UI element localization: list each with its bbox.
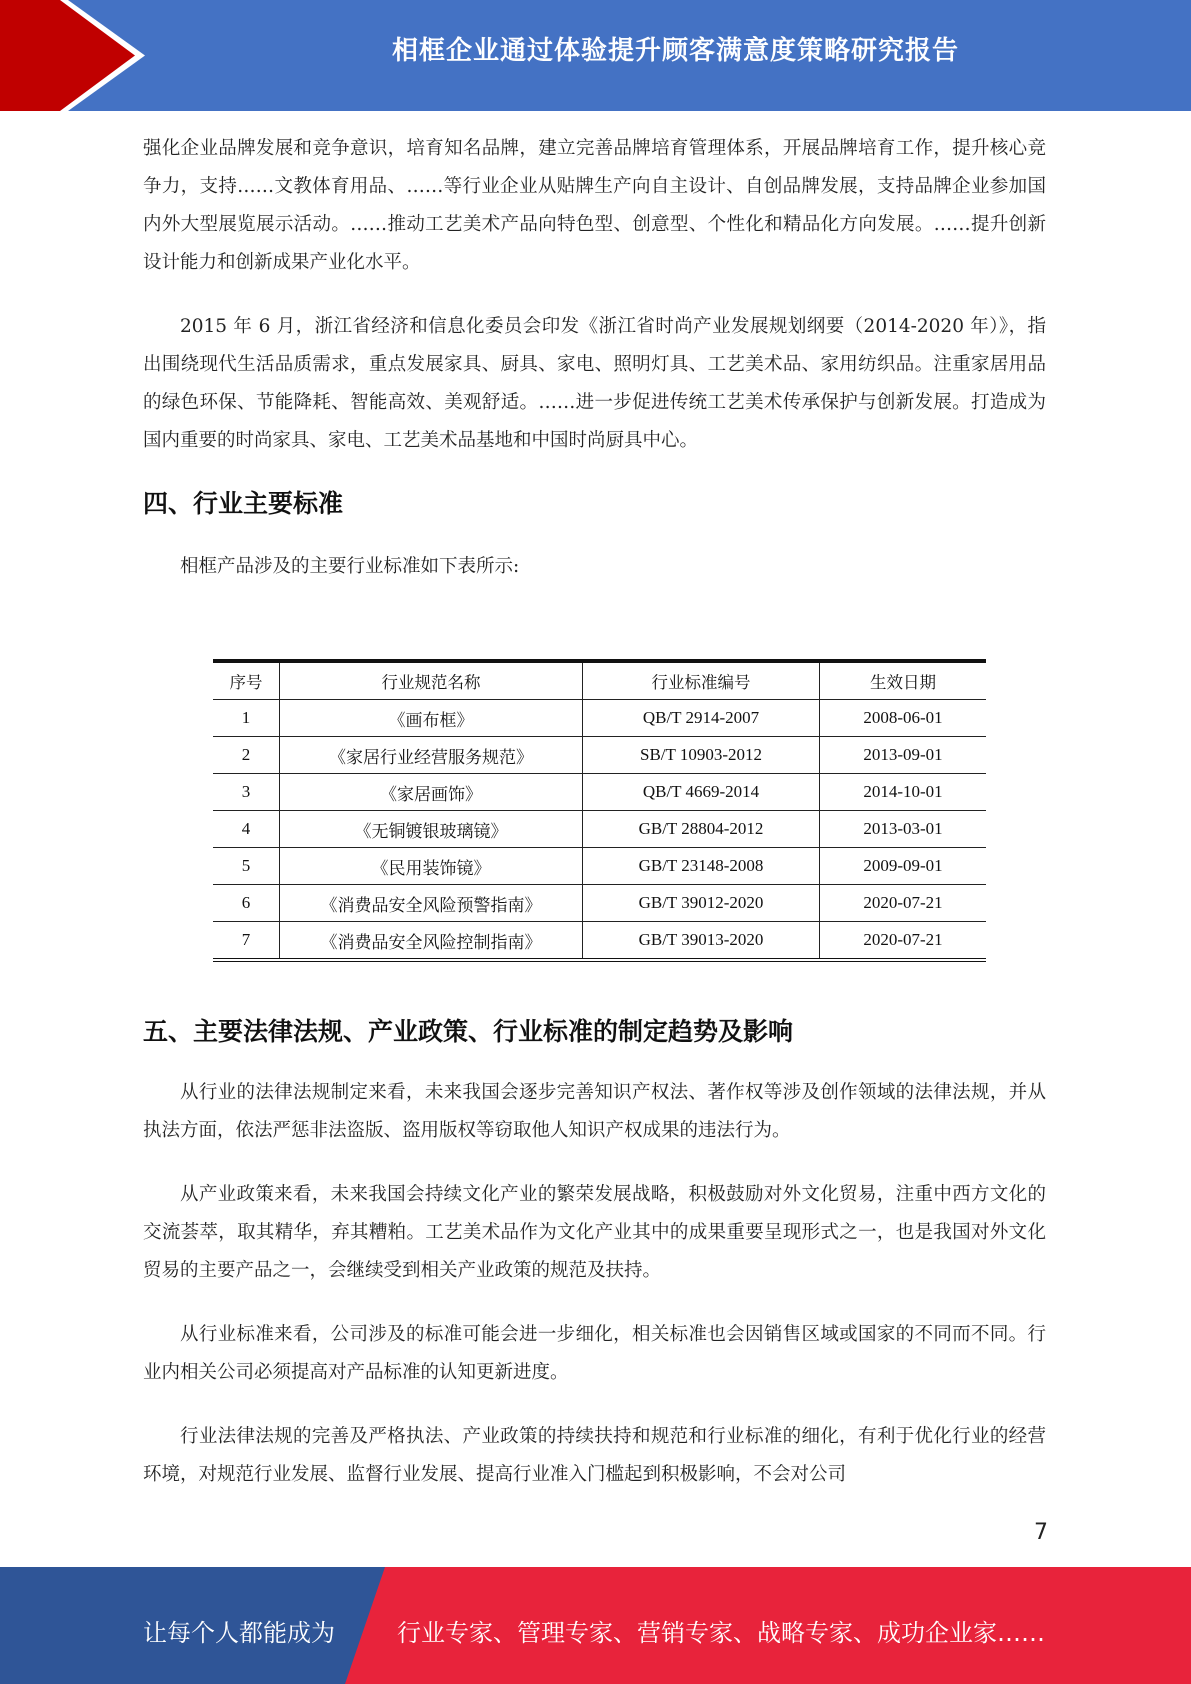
table-row	[213, 885, 986, 922]
cell-name: 《民用装饰镜》	[280, 848, 583, 885]
paragraph-laws: 从行业的法律法规制定来看，未来我国会逐步完善知识产权法、著作权等涉及创作领域的法律法规，并从执法方面，依法严惩非法盗版、盗用版权等窃取他人知识产权成果的违法行为。	[143, 1082, 1046, 1141]
table-row	[213, 811, 986, 848]
cell-name: 《消费品安全风险控制指南》	[280, 922, 583, 961]
table-row	[213, 700, 986, 737]
column-header-index: 序号	[213, 661, 280, 700]
column-header-date: 生效日期	[820, 661, 987, 700]
table-row	[213, 774, 986, 811]
table-row	[213, 848, 986, 885]
cell-code: GB/T 39013-2020	[583, 922, 820, 961]
page-footer	[0, 1567, 1191, 1684]
page-number: 7	[1034, 1520, 1048, 1545]
industry-standards-table	[213, 659, 986, 962]
cell-date: 2013-03-01	[820, 811, 987, 848]
cell-date: 2009-09-01	[820, 848, 987, 885]
footer-slogan-left: 让每个人都能成为	[143, 1619, 335, 1647]
cell-index: 2	[213, 737, 280, 774]
section-five	[143, 1012, 1046, 1494]
cell-date: 2008-06-01	[820, 700, 987, 737]
cell-date: 2020-07-21	[820, 885, 987, 922]
report-title: 相框企业通过体验提升顾客满意度策略研究报告	[391, 36, 959, 66]
page-content	[143, 130, 1046, 586]
cell-name: 《家居行业经营服务规范》	[280, 737, 583, 774]
cell-index: 6	[213, 885, 280, 922]
cell-date: 2020-07-21	[820, 922, 987, 961]
column-header-name: 行业规范名称	[280, 661, 583, 700]
paragraph-impact: 行业法律法规的完善及严格执法、产业政策的持续扶持和规范和行业标准的细化，有利于优化行业的经营环境，对规范行业发展、监督行业发展、提高行业准入门槛起到积极影响，不会对公司	[143, 1426, 1046, 1485]
cell-code: QB/T 2914-2007	[583, 700, 820, 737]
paragraph-standards: 从行业标准来看，公司涉及的标准可能会进一步细化，相关标准也会因销售区域或国家的不同而不同。行业内相关公司必须提高对产品标准的认知更新进度。	[143, 1324, 1046, 1383]
cell-name: 《画布框》	[280, 700, 583, 737]
cell-code: QB/T 4669-2014	[583, 774, 820, 811]
paragraph-policy: 从产业政策来看，未来我国会持续文化产业的繁荣发展战略，积极鼓励对外文化贸易，注重中西方文化的交流荟萃，取其精华，弃其糟粕。工艺美术品作为文化产业其中的成果重要呈现形式之一，也是我国对外文化贸易的主要产品之一，会继续受到相关产业政策的规范及扶持。	[143, 1184, 1046, 1281]
cell-code: GB/T 39012-2020	[583, 885, 820, 922]
footer-slogan-right: 行业专家、管理专家、营销专家、战略专家、成功企业家……	[397, 1619, 1045, 1647]
cell-code: GB/T 28804-2012	[583, 811, 820, 848]
cell-index: 5	[213, 848, 280, 885]
cell-name: 《家居画饰》	[280, 774, 583, 811]
cell-index: 7	[213, 922, 280, 961]
table-row	[213, 737, 986, 774]
section-heading-trends: 五、主要法律法规、产业政策、行业标准的制定趋势及影响	[143, 1017, 794, 1046]
table-intro-text: 相框产品涉及的主要行业标准如下表所示:	[180, 556, 520, 577]
table-row	[213, 922, 986, 961]
cell-date: 2013-09-01	[820, 737, 987, 774]
paragraph-zhejiang-plan: 2015 年 6 月，浙江省经济和信息化委员会印发《浙江省时尚产业发展规划纲要（2014-2020 年）》，指出围绕现代生活品质需求，重点发展家具、厨具、家电、照明灯具、工艺美术品、家用纺织品。注重家居用品的绿色环保、节能降耗、智能高效、美观舒适。……进一步促进传统工艺美术传承保护与创新发展。打造成为国内重要的时尚家具、家电、工艺美术品基地和中国时尚厨具中心。	[143, 316, 1046, 451]
cell-index: 3	[213, 774, 280, 811]
section-heading-standards: 四、行业主要标准	[143, 489, 344, 518]
cell-code: GB/T 23148-2008	[583, 848, 820, 885]
cell-date: 2014-10-01	[820, 774, 987, 811]
table-header-row	[213, 661, 986, 700]
cell-index: 4	[213, 811, 280, 848]
cell-name: 《消费品安全风险预警指南》	[280, 885, 583, 922]
paragraph-policy-continued: 强化企业品牌发展和竞争意识，培育知名品牌，建立完善品牌培育管理体系，开展品牌培育工作，提升核心竞争力，支持……文教体育用品、……等行业企业从贴牌生产向自主设计、自创品牌发展，支持品牌企业参加国内外大型展览展示活动。……推动工艺美术产品向特色型、创意型、个性化和精品化方向发展。……提升创新设计能力和创新成果产业化水平。	[143, 138, 1046, 273]
page-header	[0, 0, 1191, 111]
column-header-code: 行业标准编号	[583, 661, 820, 700]
cell-index: 1	[213, 700, 280, 737]
red-arrow-decoration	[0, 0, 160, 111]
cell-code: SB/T 10903-2012	[583, 737, 820, 774]
cell-name: 《无铜镀银玻璃镜》	[280, 811, 583, 848]
